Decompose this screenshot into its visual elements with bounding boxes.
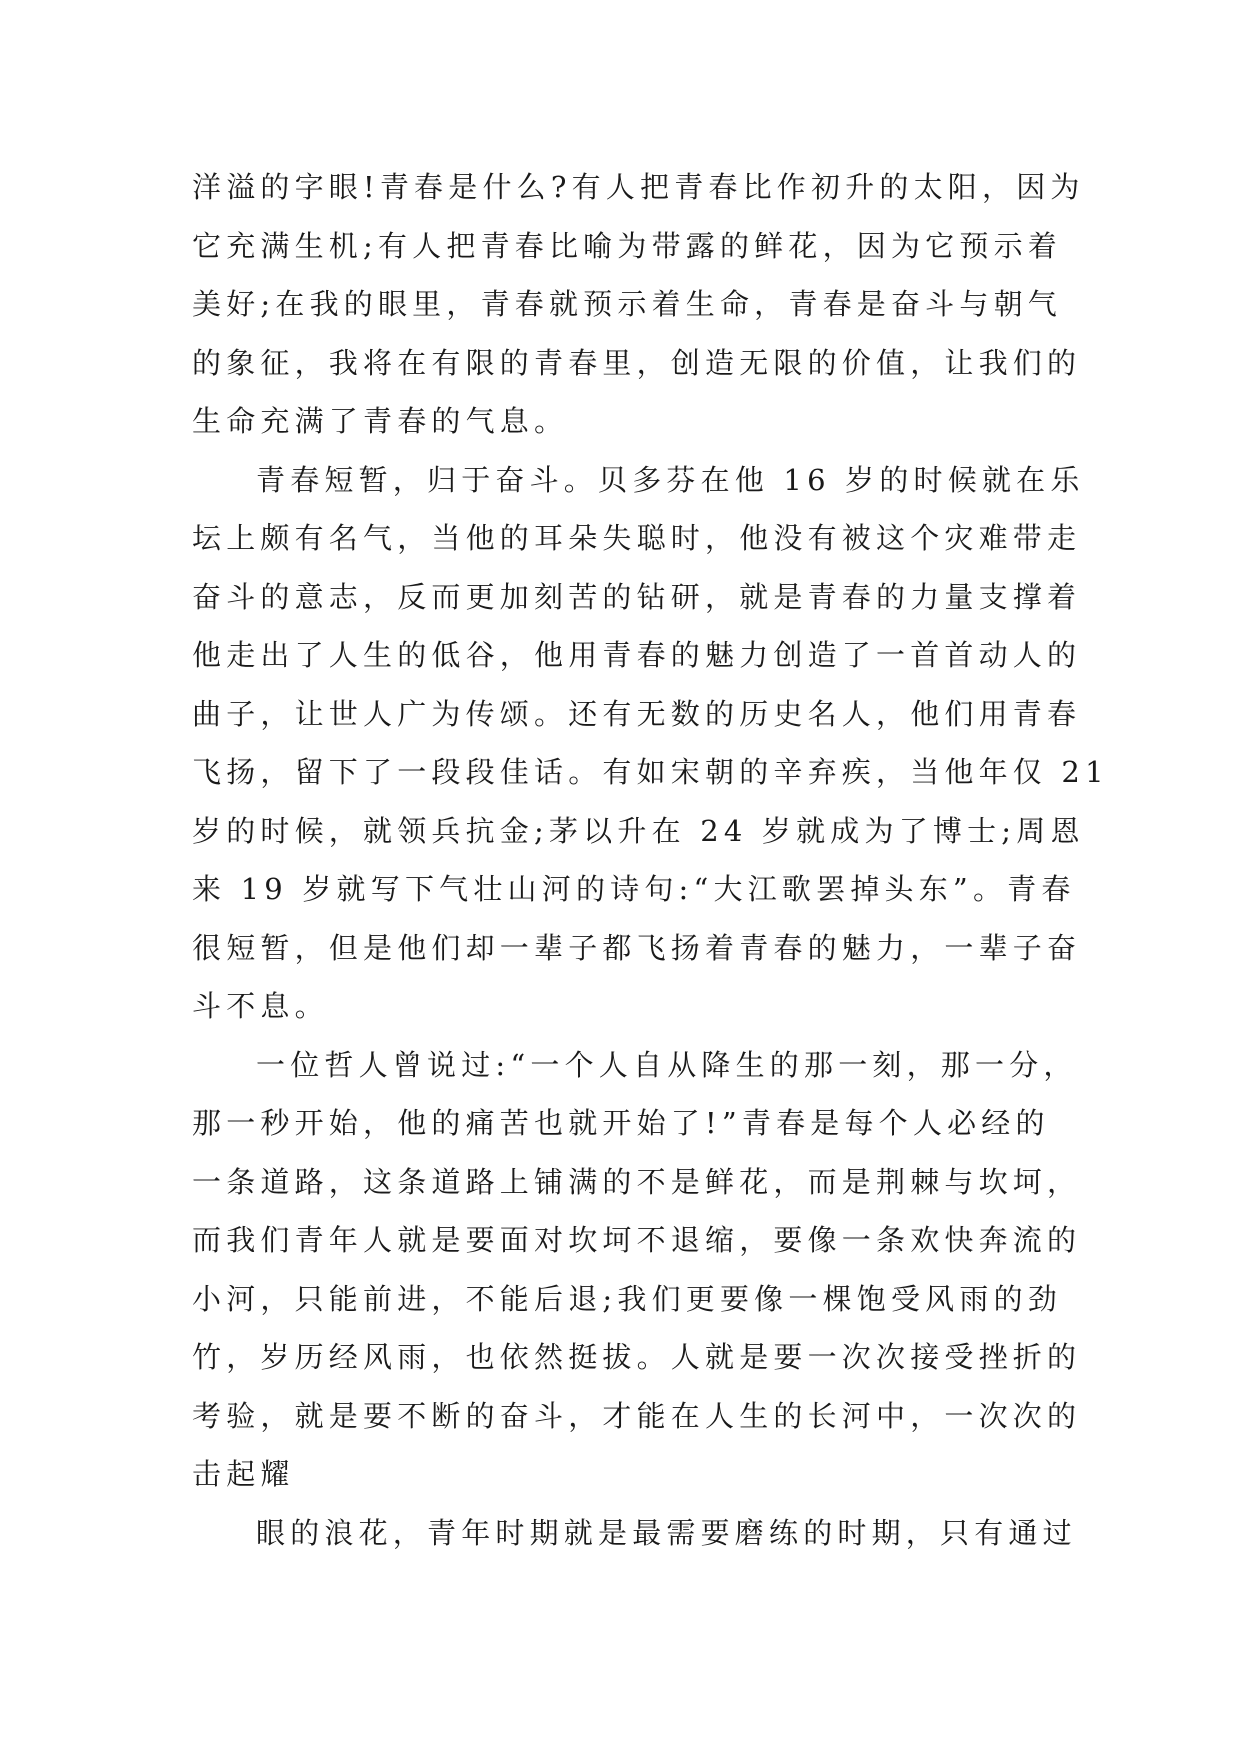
text-line: 那一秒开始，他的痛苦也就开始了!”青春是每个人必经的 — [192, 1106, 1050, 1140]
text-line: 来 19 岁就写下气壮山河的诗句:“大江歌罢掉头东”。青春 — [192, 872, 1076, 906]
text-line: 生命充满了青春的气息。 — [192, 404, 569, 438]
text-line: 很短暂，但是他们却一辈子都飞扬着青春的魅力，一辈子奋 — [192, 930, 1082, 965]
text-line: 飞扬，留下了一段段佳话。有如宋朝的辛弃疾，当他年仅 21 — [192, 755, 1109, 789]
text-line: 考验，就是要不断的奋斗，才能在人生的长河中，一次次的 — [192, 1398, 1082, 1433]
text-line: 它充满生机;有人把青春比喻为带露的鲜花，因为它预示着 — [192, 228, 1062, 263]
text-line: 美好;在我的眼里，青春就预示着生命，青春是奋斗与朝气 — [192, 287, 1062, 321]
text-line: 岁的时候，就领兵抗金;茅以升在 24 岁就成为了博士;周恩 — [192, 813, 1085, 848]
text-line: 一位哲人曾说过:“一个人自从降生的那一刻，那一分， — [256, 1047, 1078, 1082]
text-line: 他走出了人生的低谷，他用青春的魅力创造了一首首动人的 — [192, 638, 1082, 672]
text-line: 坛上颇有名气，当他的耳朵失聪时，他没有被这个灾难带走 — [192, 521, 1082, 555]
text-line: 一条道路，这条道路上铺满的不是鲜花，而是荆棘与坎坷， — [192, 1164, 1082, 1199]
text-line: 眼的浪花，青年时期就是最需要磨练的时期，只有通过 — [256, 1515, 1077, 1550]
document-body — [192, 158, 1109, 1562]
text-line: 击起耀 — [192, 1457, 295, 1491]
text-line: 小河，只能前进，不能后退;我们更要像一棵饱受风雨的劲 — [192, 1281, 1062, 1316]
text-line: 斗不息。 — [192, 989, 329, 1023]
text-line: 青春短暂，归于奋斗。贝多芬在他 16 岁的时候就在乐 — [256, 462, 1085, 497]
text-line: 竹，岁历经风雨，也依然挺拔。人就是要一次次接受挫折的 — [192, 1340, 1082, 1374]
text-line: 洋溢的字眼!青春是什么?有人把青春比作初升的太阳，因为 — [192, 170, 1085, 204]
text-line: 曲子，让世人广为传颂。还有无数的历史名人，他们用青春 — [192, 696, 1082, 731]
text-line: 奋斗的意志，反而更加刻苦的钻研，就是青春的力量支撑着 — [192, 579, 1082, 614]
text-line: 而我们青年人就是要面对坎坷不退缩，要像一条欢快奔流的 — [192, 1223, 1082, 1257]
text-line: 的象征，我将在有限的青春里，创造无限的价值，让我们的 — [192, 345, 1082, 380]
